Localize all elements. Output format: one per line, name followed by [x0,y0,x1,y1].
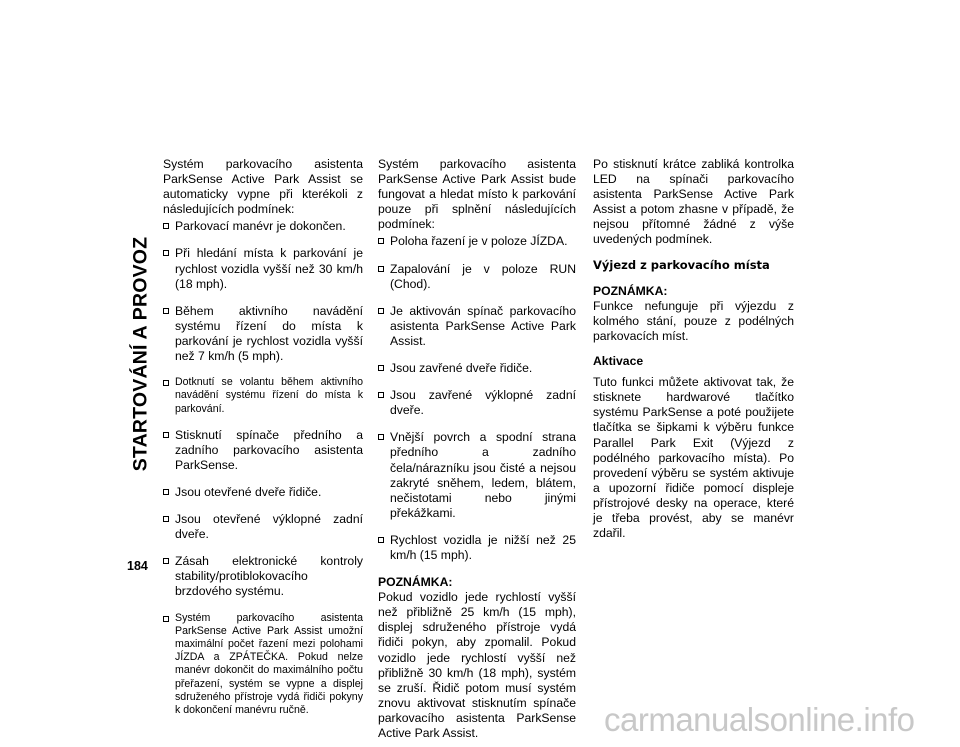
list-item: Během aktivního navádění systému řízení do místa k parkování je rychlost vozidla vyšší než 7 km/h (5 mph). [163,304,363,364]
watermark: carmanualsonline.info [604,701,915,738]
checkbox-bullet-icon [378,434,384,440]
checkbox-bullet-icon [163,616,169,622]
list-item: Zapalování je v poloze RUN (Chod). [378,262,576,292]
note-text: Pokud vozidlo jede rychlostí vyšší než přibližně 25 km/h (15 mph), displej sdruženého přístroje vydá řidiči pokyn, aby zpomalil. Pokud vozidlo jede rychlostí vyšší než přibližně 30 km/h (18 mph), systém se zruší. Řidič potom musí systém znovu aktivovat stisknutím spínače parkovacího asistenta ParkSense Active Park Assist. [378,590,576,740]
list-item: Jsou zavřené výklopné zadní dveře. [378,388,576,418]
column-middle [378,157,576,747]
checkbox-bullet-icon [163,223,169,229]
list-item: Jsou otevřené výklopné zadní dveře. [163,512,363,542]
checkbox-bullet-icon [378,537,384,543]
checkbox-bullet-icon [163,516,169,522]
body-paragraph: Tuto funkci můžete aktivovat tak, že stisknete hardwarové tlačítko systému ParkSense a poté použijete tlačítka se šipkami k výběru funkce Parallel Park Exit (Výjezd z podélného parkovacího místa). Po provedení výběru se systém aktivuje a upozorní řidiče pomocí displeje přístrojové desky na operace, které je třeba provést, aby se manévr zdařil. [593,375,794,541]
intro-paragraph: Systém parkovacího asistenta ParkSense Active Park Assist se automaticky vypne při kterékoli z následujících podmínek: [163,157,363,217]
checkbox-bullet-icon [163,308,169,314]
note-heading: POZNÁMKA: [593,283,668,298]
list-item: Zásah elektronické kontroly stability/protiblokovacího brzdového systému. [163,554,363,599]
list-item: Je aktivován spínač parkovacího asistenta ParkSense Active Park Assist. [378,304,576,349]
checkbox-bullet-icon [163,380,169,386]
checkbox-bullet-icon [378,266,384,272]
checkbox-bullet-icon [163,432,169,438]
chapter-tab-label: STARTOVÁNÍ A PROVOZ [129,236,152,472]
intro-paragraph: Systém parkovacího asistenta ParkSense Active Park Assist bude fungovat a hledat místo k parkování pouze při splnění následujících podmínek: [378,157,576,232]
checkbox-bullet-icon [378,308,384,314]
page-number: 184 [127,559,148,573]
list-item: Dotknutí se volantu během aktivního navádění systému řízení do místa k parkování. [163,376,363,416]
list-item: Stisknutí spínače předního a zadního parkovacího asistenta ParkSense. [163,428,363,473]
checkbox-bullet-icon [378,238,384,244]
checkbox-bullet-icon [163,558,169,564]
checkbox-bullet-icon [163,489,169,495]
list-item: Systém parkovacího asistenta ParkSense Active Park Assist umožní maximální počet řazení mezi polohami JÍZDA a ZPÁTEČKA. Pokud nelze manévr dokončit do maximálního počtu přeřazení, systém se vypne a displej sdruženého přístroje vydá řidiči pokyny k dokončení manévru ručně. [163,612,363,718]
column-left [163,157,363,722]
list-item: Jsou zavřené dveře řidiče. [378,361,576,376]
checkbox-bullet-icon [163,250,169,256]
chapter-tab [128,166,154,542]
subsection-heading: Aktivace [593,354,644,369]
list-item: Rychlost vozidla je nižší než 25 km/h (15 mph). [378,533,576,563]
list-item: Při hledání místa k parkování je rychlost vozidla vyšší než 30 km/h (18 mph). [163,246,363,291]
section-heading: Výjezd z parkovacího místa [593,257,770,272]
intro-paragraph: Po stisknutí krátce zabliká kontrolka LED na spínači parkovacího asistenta ParkSense Active Park Assist a potom zhasne v případě, že nejsou přítomné žádné z výše uvedených podmínek. [593,157,794,247]
note-text: Funkce nefunguje při výjezdu z kolmého stání, pouze z podélných parkovacích míst. [593,298,794,343]
note-heading: POZNÁMKA: [378,575,453,590]
column-right [593,157,794,547]
list-item: Jsou otevřené dveře řidiče. [163,485,363,500]
list-item: Vnější povrch a spodní strana předního a zadního čela/nárazníku jsou čisté a nejsou zakryté sněhem, ledem, blátem, nečistotami nebo jinými překážkami. [378,430,576,521]
list-item: Parkovací manévr je dokončen. [163,219,363,234]
list-item: Poloha řazení je v poloze JÍZDA. [378,234,576,249]
checkbox-bullet-icon [378,392,384,398]
checkbox-bullet-icon [378,365,384,371]
